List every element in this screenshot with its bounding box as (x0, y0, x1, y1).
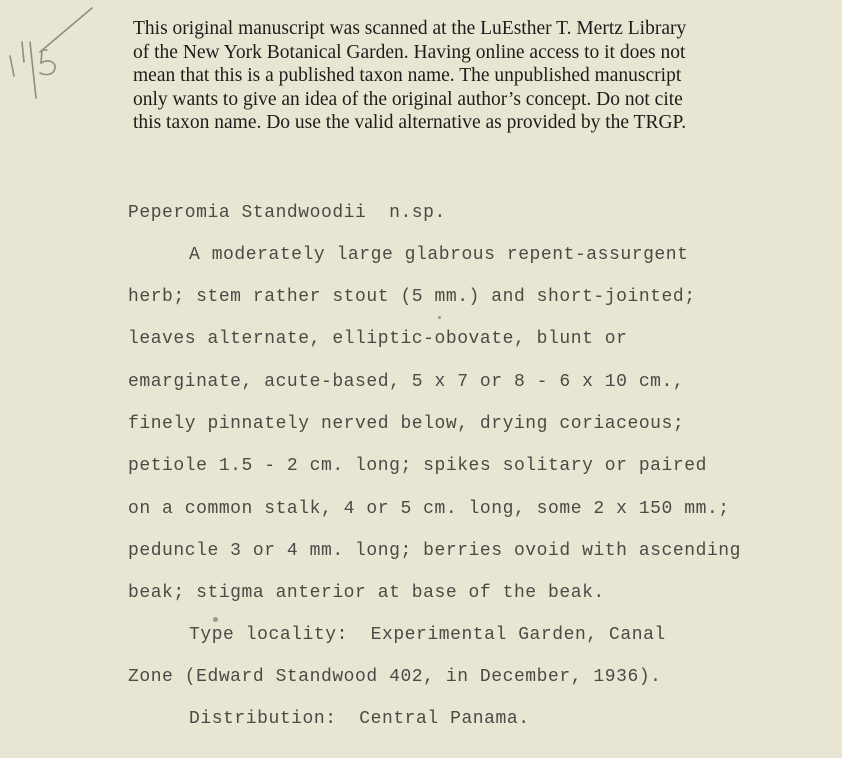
description-line: finely pinnately nerved below, drying coriaceous; (128, 414, 685, 434)
species-title: Peperomia Standwoodii n.sp. (128, 203, 446, 223)
disclaimer-line: this taxon name. Do use the valid alternative as provided by the TRGP. (133, 112, 687, 134)
description-line: petiole 1.5 - 2 cm. long; spikes solitary or paired (128, 456, 707, 476)
description-line: A moderately large glabrous repent-assurgent (189, 245, 689, 265)
library-disclaimer (133, 17, 823, 135)
disclaimer-line: This original manuscript was scanned at the LuEsther T. Mertz Library (133, 18, 687, 39)
type-locality-line: Type locality: Experimental Garden, Canal (189, 625, 666, 645)
disclaimer-line: mean that this is a published taxon name. The unpublished manuscript (133, 65, 682, 87)
paper-speck (213, 617, 218, 622)
description-line: beak; stigma anterior at base of the beak. (128, 583, 605, 603)
disclaimer-line: only wants to give an idea of the original author’s concept. Do not cite (133, 88, 683, 110)
description-line: herb; stem rather stout (5 mm.) and short-jointed; (128, 287, 696, 307)
disclaimer-line: of the New York Botanical Garden. Having online access to it does not (133, 41, 686, 63)
distribution-line: Distribution: Central Panama. (189, 709, 530, 729)
description-line: peduncle 3 or 4 mm. long; berries ovoid with ascending (128, 541, 741, 561)
description-line: emarginate, acute-based, 5 x 7 or 8 - 6 x 10 cm., (128, 372, 685, 392)
type-locality-line: Zone (Edward Standwood 402, in December, 1936). (128, 667, 662, 687)
description-line: on a common stalk, 4 or 5 cm. long, some 2 x 150 mm.; (128, 499, 730, 519)
description-line: leaves alternate, elliptic-obovate, blunt or (128, 329, 628, 349)
paper-speck (438, 316, 441, 319)
handwritten-page-number (0, 0, 110, 110)
